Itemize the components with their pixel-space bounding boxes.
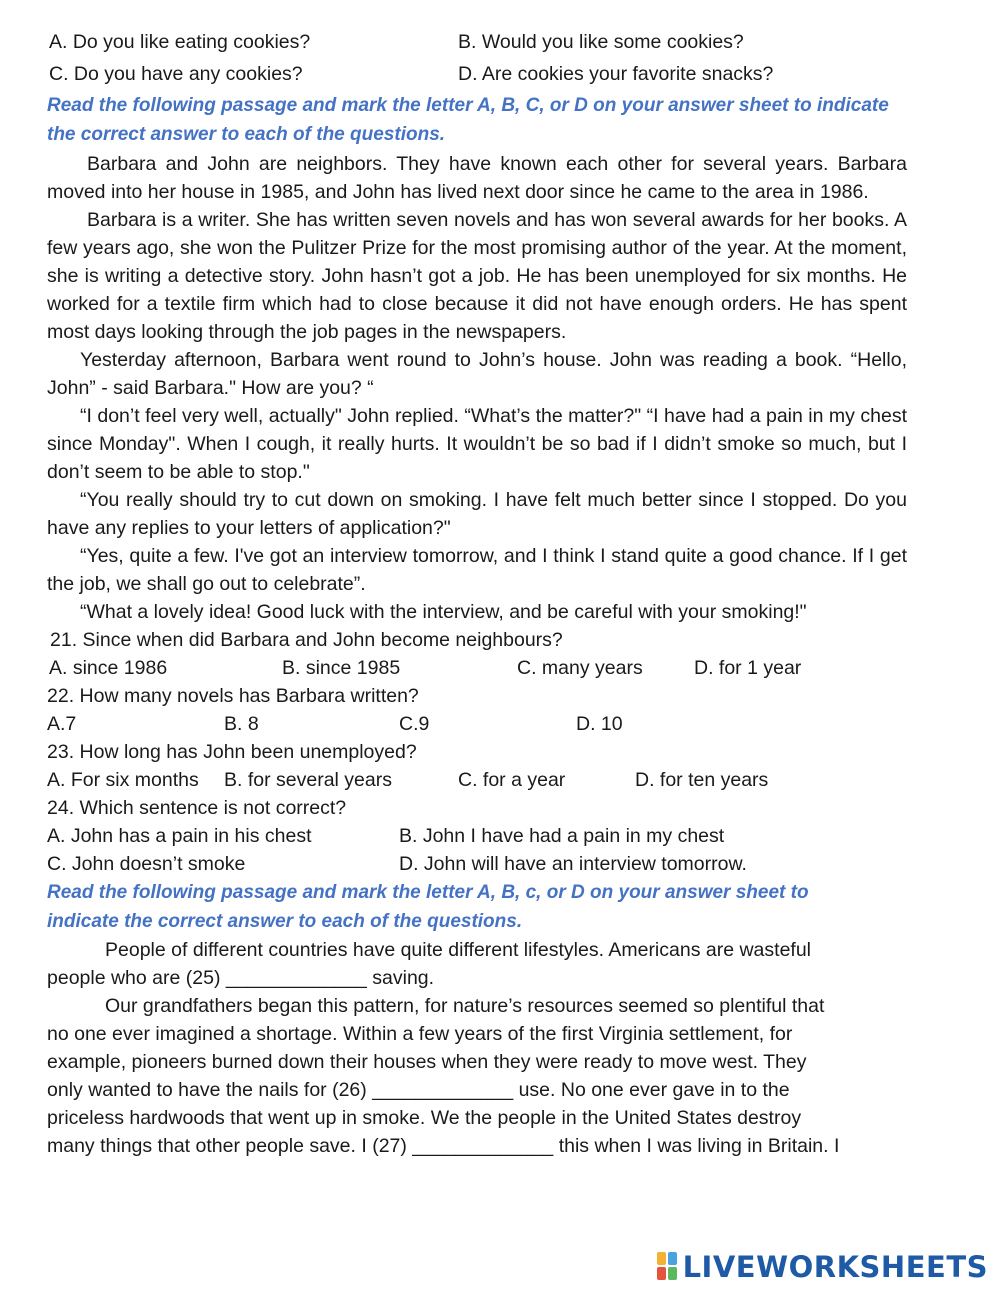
passage2-line-1-text: People of different countries have quite different lifestyles. Americans are wasteful: [105, 939, 812, 961]
instruction-2-line-2: indicate the correct answer to each of the questions.: [47, 911, 523, 932]
q23-option-c[interactable]: C. for a year: [458, 769, 566, 791]
passage2-blank-27[interactable]: many things that other people save. I (27) _____________ this when I was living in Britain. I: [47, 1135, 840, 1157]
instruction-1: [47, 91, 907, 149]
passage2-line-5: [47, 1048, 907, 1076]
question-24-options-row-1: [47, 822, 907, 850]
q21-option-a[interactable]: A. since 1986: [49, 657, 168, 679]
q20-option-d[interactable]: D. Are cookies your favorite snacks?: [458, 63, 774, 85]
q21-option-d[interactable]: D. for 1 year: [694, 657, 802, 679]
passage2-line-5-text: example, pioneers burned down their houses when they were ready to move west. They: [47, 1051, 807, 1073]
question-21: [47, 626, 907, 654]
question-24-options-row-2: [47, 850, 907, 878]
q24-option-d[interactable]: D. John will have an interview tomorrow.: [399, 853, 747, 875]
q23-option-d[interactable]: D. for ten years: [635, 769, 769, 791]
instruction-1-line-1: Read the following passage and mark the letter A, B, C, or D on your answer sheet to indicate: [47, 95, 889, 116]
q20-option-c[interactable]: C. Do you have any cookies?: [49, 63, 303, 85]
q23-option-a[interactable]: A. For six months: [47, 769, 199, 791]
passage2-line-7: [47, 1104, 907, 1132]
q20-options-row-2: [47, 60, 907, 88]
passage1-paragraph-4: “I don’t feel very well, actually" John replied. “What’s the matter?" “I have had a pain in my chest since Monday". When I cough, it really hurts. It wouldn’t be so bad if I didn’t smoke so much, but I don’t seem to be able to stop.": [47, 405, 907, 483]
worksheet-page: [47, 28, 907, 1160]
passage1-paragraph-6: “Yes, quite a few. I've got an interview tomorrow, and I think I stand quite a good chance. If I get the job, we shall go out to celebrate”.: [47, 545, 907, 595]
question-23-text: 23. How long has John been unemployed?: [47, 741, 417, 763]
passage2-line-8: [47, 1132, 907, 1160]
q20-option-b[interactable]: B. Would you like some cookies?: [458, 31, 744, 53]
q21-option-c[interactable]: C. many years: [517, 657, 643, 679]
liveworksheets-logo-icon: [657, 1252, 679, 1282]
question-21-text: 21. Since when did Barbara and John become neighbours?: [50, 629, 563, 651]
passage1-paragraph-3: Yesterday afternoon, Barbara went round to John’s house. John was reading a book. “Hello, John” - said Barbara." How are you? “: [47, 349, 907, 399]
q20-option-a[interactable]: A. Do you like eating cookies?: [49, 31, 311, 53]
question-23: [47, 738, 907, 766]
q20-options-row-1: [47, 28, 907, 56]
question-22: [47, 682, 907, 710]
q22-option-d[interactable]: D. 10: [576, 713, 623, 735]
question-24: [47, 794, 907, 822]
instruction-2-line-1: Read the following passage and mark the letter A, B, c, or D on your answer sheet to: [47, 882, 809, 903]
instruction-1-line-2: the correct answer to each of the questions.: [47, 124, 446, 145]
q24-option-b[interactable]: B. John I have had a pain in my chest: [399, 825, 725, 847]
q21-option-b[interactable]: B. since 1985: [282, 657, 401, 679]
question-23-options: [47, 766, 907, 794]
passage2-line-1: [47, 936, 907, 964]
passage2-line-3-text: Our grandfathers began this pattern, for nature’s resources seemed so plentiful that: [105, 995, 825, 1017]
passage2-line-4: [47, 1020, 907, 1048]
passage2-line-6: [47, 1076, 907, 1104]
q23-option-b[interactable]: B. for several years: [224, 769, 392, 791]
question-21-options: [47, 654, 907, 682]
passage2-line-4-text: no one ever imagined a shortage. Within a few years of the first Virginia settlement, for: [47, 1023, 793, 1045]
passage1-paragraph-7: “What a lovely idea! Good luck with the interview, and be careful with your smoking!": [80, 601, 807, 623]
q24-option-c[interactable]: C. John doesn’t smoke: [47, 853, 246, 875]
passage2-line-2: [47, 964, 907, 992]
q22-option-b[interactable]: B. 8: [224, 713, 259, 735]
question-22-text: 22. How many novels has Barbara written?: [47, 685, 419, 707]
passage1-paragraph-2: Barbara is a writer. She has written seven novels and has won several awards for her books. A few years ago, she won the Pulitzer Prize for the most promising author of the year. At the moment, she is writing a detective story. John hasn’t got a job. He has been unemployed for six months. He worked for a textile firm which had to close because it did not have enough orders. He has spent most days looking through the job pages in the newspapers.: [47, 209, 907, 343]
q24-option-a[interactable]: A. John has a pain in his chest: [47, 825, 312, 847]
passage1-paragraph-1: Barbara and John are neighbors. They have known each other for several years. Barbara moved into her house in 1985, and John has lived next door since he came to the area in 1986.: [47, 153, 907, 203]
passage2-blank-25[interactable]: people who are (25) _____________ saving.: [47, 967, 435, 989]
question-24-text: 24. Which sentence is not correct?: [47, 797, 347, 819]
instruction-2: [47, 878, 907, 936]
passage1-paragraph-5: “You really should try to cut down on smoking. I have felt much better since I stopped. Do you have any replies to your letters of application?": [47, 489, 907, 539]
question-22-options: [47, 710, 907, 738]
passage2-blank-26[interactable]: only wanted to have the nails for (26) _____________ use. No one ever gave in to the: [47, 1079, 790, 1101]
passage2-line-7-text: priceless hardwoods that went up in smoke. We the people in the United States destroy: [47, 1107, 802, 1129]
liveworksheets-logo[interactable]: [657, 1250, 988, 1284]
q22-option-c[interactable]: C.9: [399, 713, 430, 735]
q22-option-a[interactable]: A.7: [47, 713, 77, 735]
liveworksheets-logo-text: LIVEWORKSHEETS: [682, 1250, 988, 1284]
passage2-line-3: [47, 992, 907, 1020]
